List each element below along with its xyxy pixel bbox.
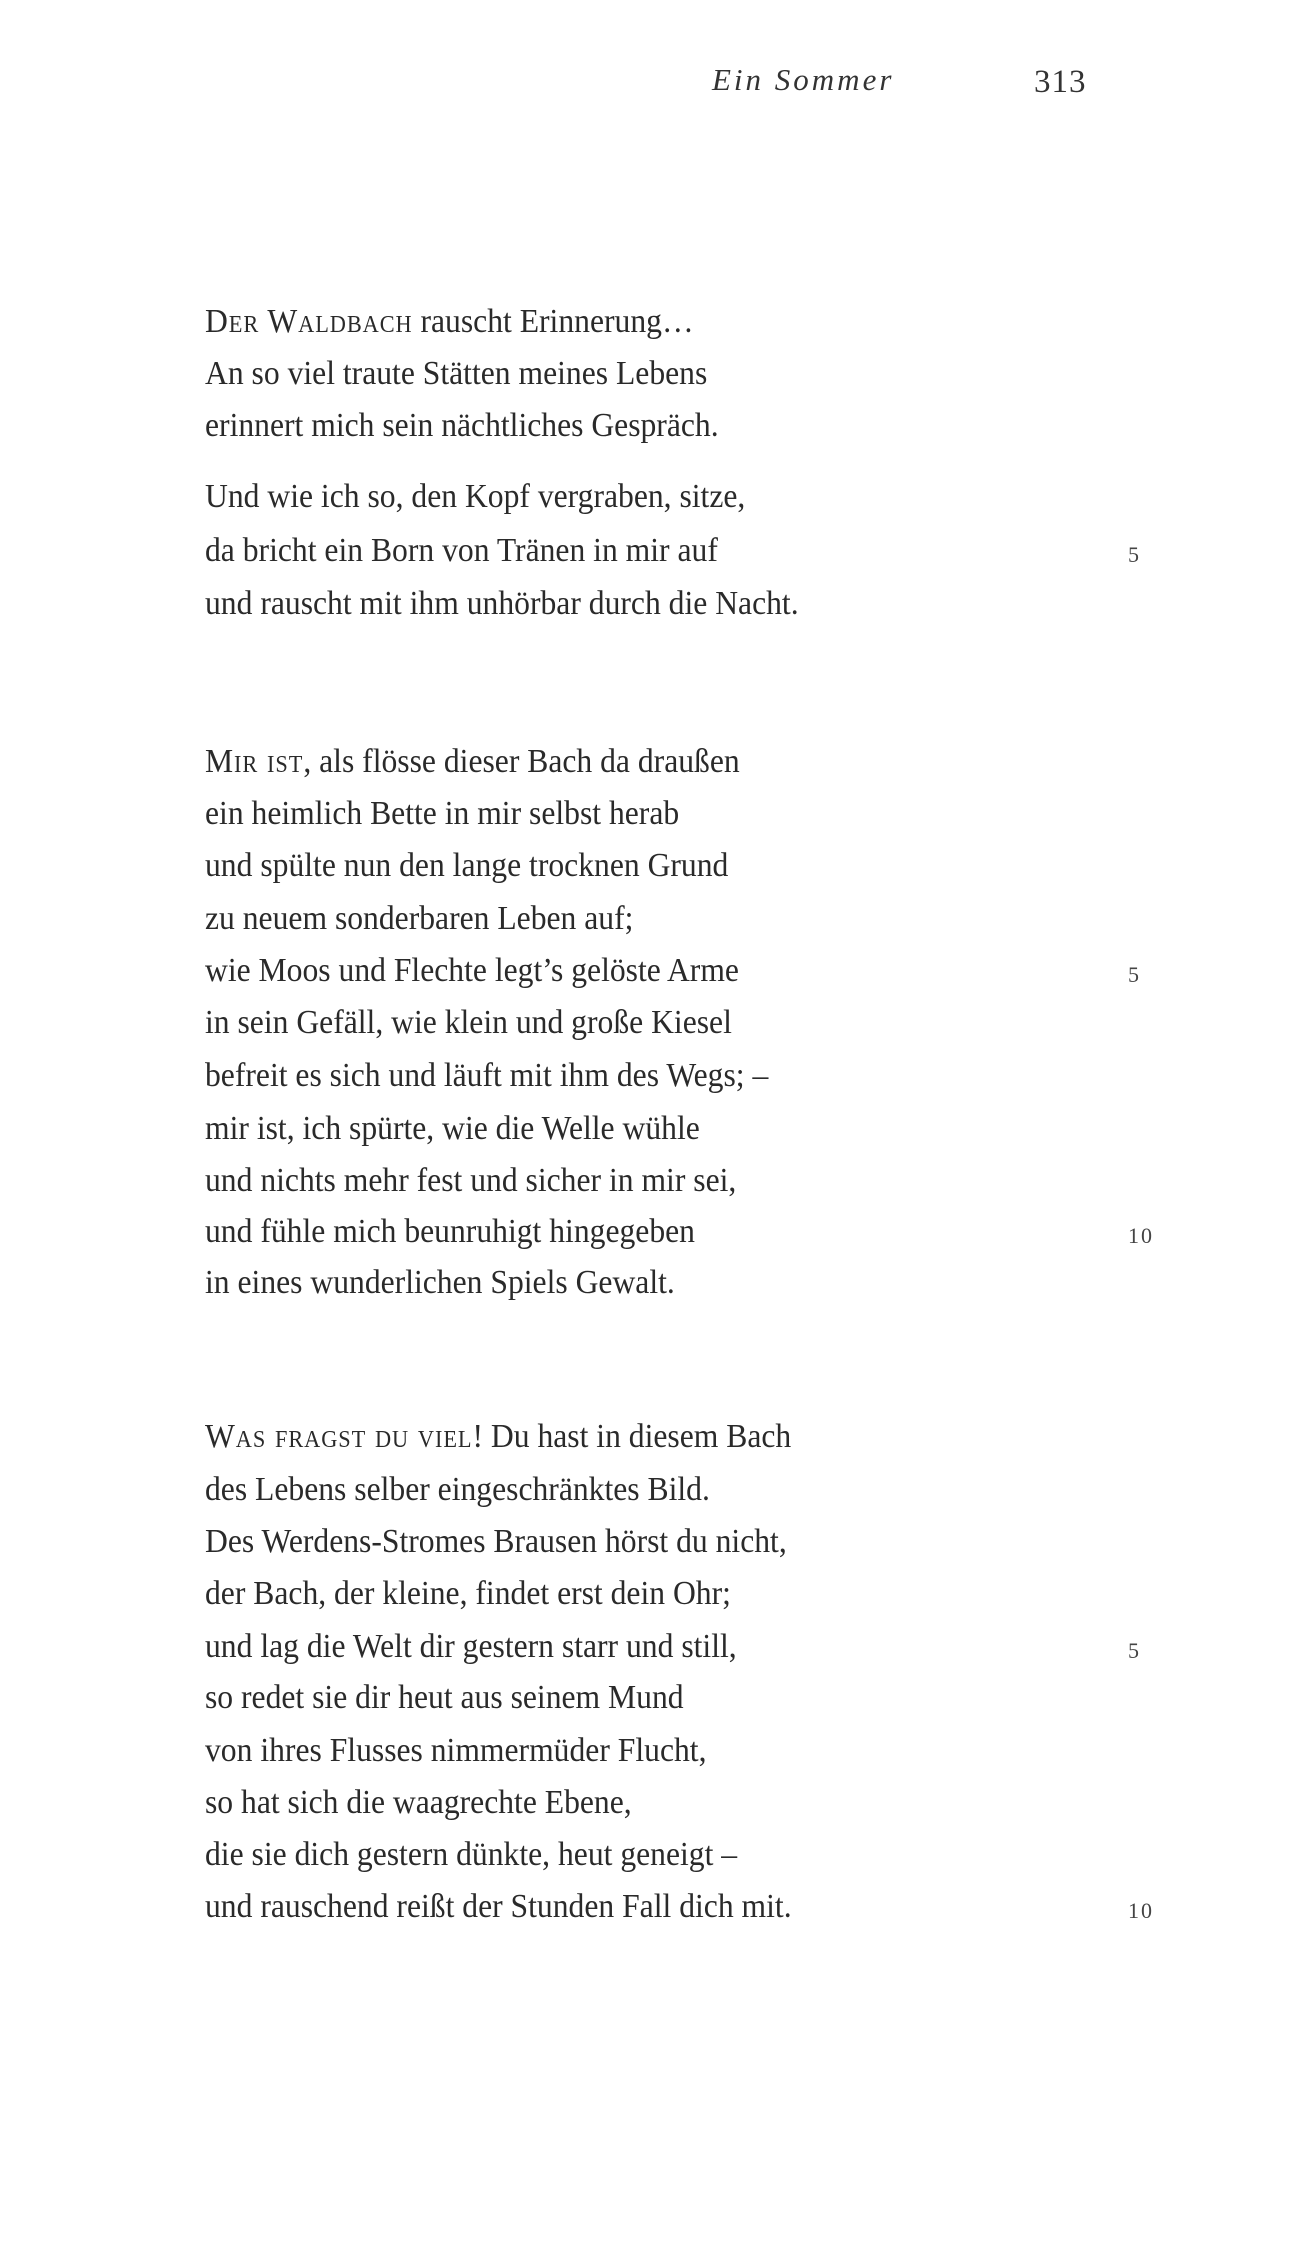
verse-text: zu neuem sonderbaren Leben auf; xyxy=(205,900,634,937)
verse-text: und rauschend reißt der Stunden Fall dich mit. xyxy=(205,1888,792,1925)
verse-text: Und wie ich so, den Kopf vergraben, sitze, xyxy=(205,478,746,515)
verse-text: so redet sie dir heut aus seinem Mund xyxy=(205,1679,684,1716)
verse-line xyxy=(205,797,679,831)
verse-line xyxy=(205,1734,707,1768)
verse-text: in eines wunderlichen Spiels Gewalt. xyxy=(205,1264,675,1301)
line-number: 10 xyxy=(1128,1898,1154,1923)
verse-text: und lag die Welt dir gestern starr und still, xyxy=(205,1628,737,1665)
verse-line xyxy=(205,480,745,514)
verse-line xyxy=(205,1420,791,1454)
verse-line xyxy=(205,954,739,988)
verse-text: ein heimlich Bette in mir selbst herab xyxy=(205,795,680,832)
verse-line xyxy=(205,1525,787,1559)
verse-line xyxy=(205,745,740,779)
verse-line xyxy=(205,1006,732,1040)
verse-line xyxy=(205,1681,684,1715)
page-number: 313 xyxy=(1034,64,1087,100)
verse-text: Des Werdens-Stromes Brausen hörst du nicht, xyxy=(205,1523,787,1560)
line-number: 5 xyxy=(1128,542,1141,567)
verse-line xyxy=(205,409,719,443)
line-number: 10 xyxy=(1128,1223,1154,1248)
verse-text: die sie dich gestern dünkte, heut geneigt – xyxy=(205,1836,738,1873)
verse-line xyxy=(205,587,799,621)
verse-line xyxy=(205,902,633,936)
verse-text: befreit es sich und läuft mit ihm des Wegs; – xyxy=(205,1057,769,1094)
verse-line xyxy=(205,1838,737,1872)
verse-text: ! Du hast in diesem Bach xyxy=(472,1418,792,1455)
verse-line xyxy=(205,1890,792,1924)
verse-text: und fühle mich beunruhigt hingegeben xyxy=(205,1213,695,1250)
verse-text: und rauscht mit ihm unhörbar durch die Nacht. xyxy=(205,585,799,622)
verse-text: der Bach, der kleine, findet erst dein Ohr; xyxy=(205,1575,731,1612)
verse-text: und nichts mehr fest und sicher in mir sei, xyxy=(205,1162,737,1199)
verse-line xyxy=(205,357,707,391)
verse-text: wie Moos und Flechte legt’s gelöste Arme xyxy=(205,952,739,989)
verse-line xyxy=(205,849,728,883)
verse-text: mir ist, ich spürte, wie die Welle wühle xyxy=(205,1110,700,1147)
verse-text: da bricht ein Born von Tränen in mir auf xyxy=(205,532,718,569)
verse-text: von ihres Flusses nimmermüder Flucht, xyxy=(205,1732,707,1769)
incipit-smallcaps: Was fragst du viel xyxy=(205,1418,473,1455)
incipit-smallcaps: Mir ist xyxy=(205,743,304,780)
verse-text: erinnert mich sein nächtliches Gespräch. xyxy=(205,407,719,444)
verse-text: An so viel traute Stätten meines Lebens xyxy=(205,355,708,392)
verse-text: , als flösse dieser Bach da draußen xyxy=(303,743,740,780)
verse-text: in sein Gefäll, wie klein und große Kiesel xyxy=(205,1004,732,1041)
verse-line xyxy=(205,1112,700,1146)
verse-line xyxy=(205,1215,695,1249)
verse-line xyxy=(205,1164,736,1198)
running-head-title: Ein Sommer xyxy=(712,62,895,97)
verse-text: des Lebens selber eingeschränktes Bild. xyxy=(205,1471,710,1508)
incipit-smallcaps: Der Waldbach xyxy=(205,303,413,340)
verse-line xyxy=(205,305,694,339)
line-number: 5 xyxy=(1128,1638,1141,1663)
verse-text: und spülte nun den lange trocknen Grund xyxy=(205,847,729,884)
line-number: 5 xyxy=(1128,962,1141,987)
verse-line xyxy=(205,1059,768,1093)
verse-line xyxy=(205,1266,675,1300)
verse-text: rauscht Erinnerung… xyxy=(412,303,694,340)
verse-line xyxy=(205,1786,632,1820)
verse-line xyxy=(205,1630,737,1664)
verse-line xyxy=(205,1473,710,1507)
verse-text: so hat sich die waagrechte Ebene, xyxy=(205,1784,632,1821)
verse-line xyxy=(205,534,718,568)
verse-line xyxy=(205,1577,731,1611)
